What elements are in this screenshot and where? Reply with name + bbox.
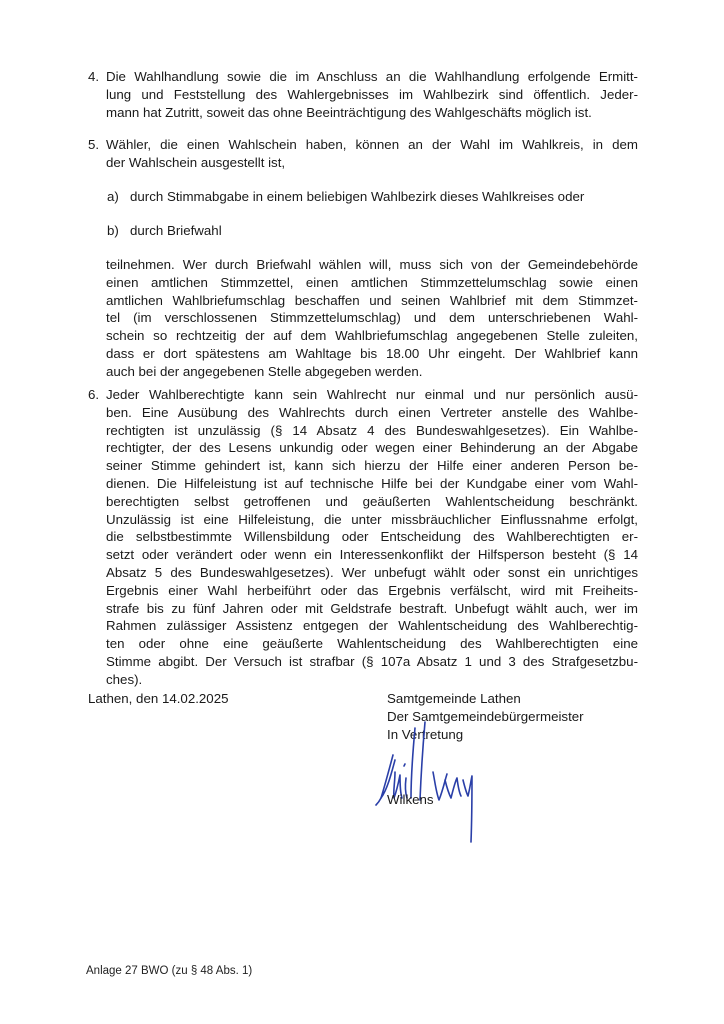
- text-line: rechtigter, der des Lesens unkundig oder wegen einer Behinderung an der Abgabe: [106, 440, 638, 456]
- sub-item-label: b): [107, 223, 119, 238]
- text-line: berechtigten selbst getroffenen und geäußerten Wahlentscheidung beschränkt.: [106, 493, 638, 509]
- text-line: einen amtlichen Stimmzettel, einen amtlichen Stimmzettelumschlag sowie einen: [106, 274, 638, 290]
- text-line: mann hat Zutritt, soweit das ohne Beeinträchtigung des Wahlgeschäfts möglich ist.: [106, 104, 592, 120]
- text-line: ben. Eine Ausübung des Wahlrechts durch einen Vertreter anstelle des Wahlbe-: [106, 404, 638, 420]
- text-line: schein so rechtzeitig der auf dem Wahlbriefumschlag angegebenen Stelle zuleiten,: [106, 328, 638, 344]
- list-item-6: [88, 386, 638, 689]
- text-line: Wähler, die einen Wahlschein haben, können an der Wahl im Wahlkreis, in dem: [106, 137, 638, 152]
- text-line: Ergebnis einer Wahl herbeiführt oder das Ergebnis verfälscht, wird mit Freiheits-: [106, 582, 638, 598]
- text-line: dass er dort spätestens am Wahltage bis 18.00 Uhr eingeht. Der Wahlbrief kann: [106, 345, 638, 361]
- capacity-note: In Vertretung: [387, 726, 464, 742]
- sub-item-text: durch Briefwahl: [130, 223, 222, 238]
- text-line: Jeder Wahlberechtigte kann sein Wahlrecht nur einmal und nur persönlich ausü-: [106, 387, 638, 402]
- item-number: 4.: [88, 69, 100, 84]
- item-number: 5.: [88, 137, 100, 152]
- text-line: setzt oder verändert oder wenn ein Interessenkonflikt der Hilfsperson besteht (§ 14: [106, 547, 638, 563]
- text-line: lung und Feststellung des Wahlergebnisses im Wahlbezirk sind öffentlich. Jeder-: [106, 86, 638, 102]
- item-text: [106, 386, 638, 689]
- item-number: 6.: [88, 387, 100, 402]
- sub-item-label: a): [107, 189, 119, 204]
- organization-name: Samtgemeinde Lathen: [387, 691, 521, 706]
- text-line: Absatz 5 des Bundeswahlgesetzes). Wer unbefugt wählt oder sonst ein unrichtiges: [106, 564, 638, 580]
- sub-item-text: durch Stimmabgabe in einem beliebigen Wahlbezirk dieses Wahlkreises oder: [130, 189, 585, 204]
- text-line: Die Wahlhandlung sowie die im Anschluss an die Wahlhandlung erfolgende Ermitt-: [106, 69, 638, 84]
- text-line: auch bei der angegebenen Stelle abgegeben werden.: [106, 363, 423, 379]
- text-line: rechtigten ist unzulässig (§ 14 Absatz 4 des Bundeswahlgesetzes). Ein Wahlbe-: [106, 422, 638, 438]
- signer-name: Wilkens: [387, 792, 434, 807]
- sub-item-b: [107, 222, 222, 240]
- text-line: Stimme abgibt. Der Versuch ist strafbar (§ 107a Absatz 1 und 3 des Strafgesetzbu-: [106, 653, 638, 669]
- item-text: [106, 136, 638, 172]
- text-line: die selbstbestimmte Willensbildung oder Entscheidung des Wahlberechtigten er-: [106, 529, 638, 545]
- text-line: ten oder ohne eine geäußerte Wahlentscheidung des Wahlberechtigten eine: [106, 636, 638, 652]
- item-5-continuation: [106, 256, 638, 381]
- text-line: tel (im verschlossenen Stimmzettelumschlag) und dem unterschriebenen Wahl-: [106, 310, 638, 326]
- item-text: [106, 68, 638, 121]
- text-line: Rahmen zulässiger Assistenz entgegen der Wahlentscheidung des Wahlberechtig-: [106, 618, 638, 634]
- handwritten-signature-icon: [373, 720, 493, 845]
- text-line: der Wahlschein ausgestellt ist,: [106, 154, 286, 170]
- place-date: Lathen, den 14.02.2025: [88, 691, 229, 706]
- footer-reference: Anlage 27 BWO (zu § 48 Abs. 1): [86, 965, 253, 977]
- text-line: Unzulässig ist eine Hilfeleistung, die unter missbräuchlicher Einflussnahme erfolgt,: [106, 511, 638, 527]
- text-line: strafe bis zu fünf Jahren oder mit Geldstrafe bestraft. Unbefugt wählt auch, wer im: [106, 600, 638, 616]
- text-line: dienen. Die Hilfeleistung ist auf technische Hilfe bei der Kundgabe einer vom Wahl-: [106, 475, 638, 491]
- text-line: teilnehmen. Wer durch Briefwahl wählen will, muss sich von der Gemeindebehörde: [106, 257, 638, 272]
- sub-item-a: [107, 188, 584, 206]
- list-item-5: [88, 136, 638, 172]
- text-line: ches).: [106, 671, 143, 687]
- list-item-4: [88, 68, 638, 121]
- text-line: seiner Stimme gehindert ist, kann sich hierzu der Hilfe einer anderen Person be-: [106, 458, 638, 474]
- text-line: amtlichen Wahlbriefumschlag beschaffen und seinen Wahlbrief mit dem Stimmzet-: [106, 292, 638, 308]
- official-title: Der Samtgemeindebürgermeister: [387, 708, 584, 724]
